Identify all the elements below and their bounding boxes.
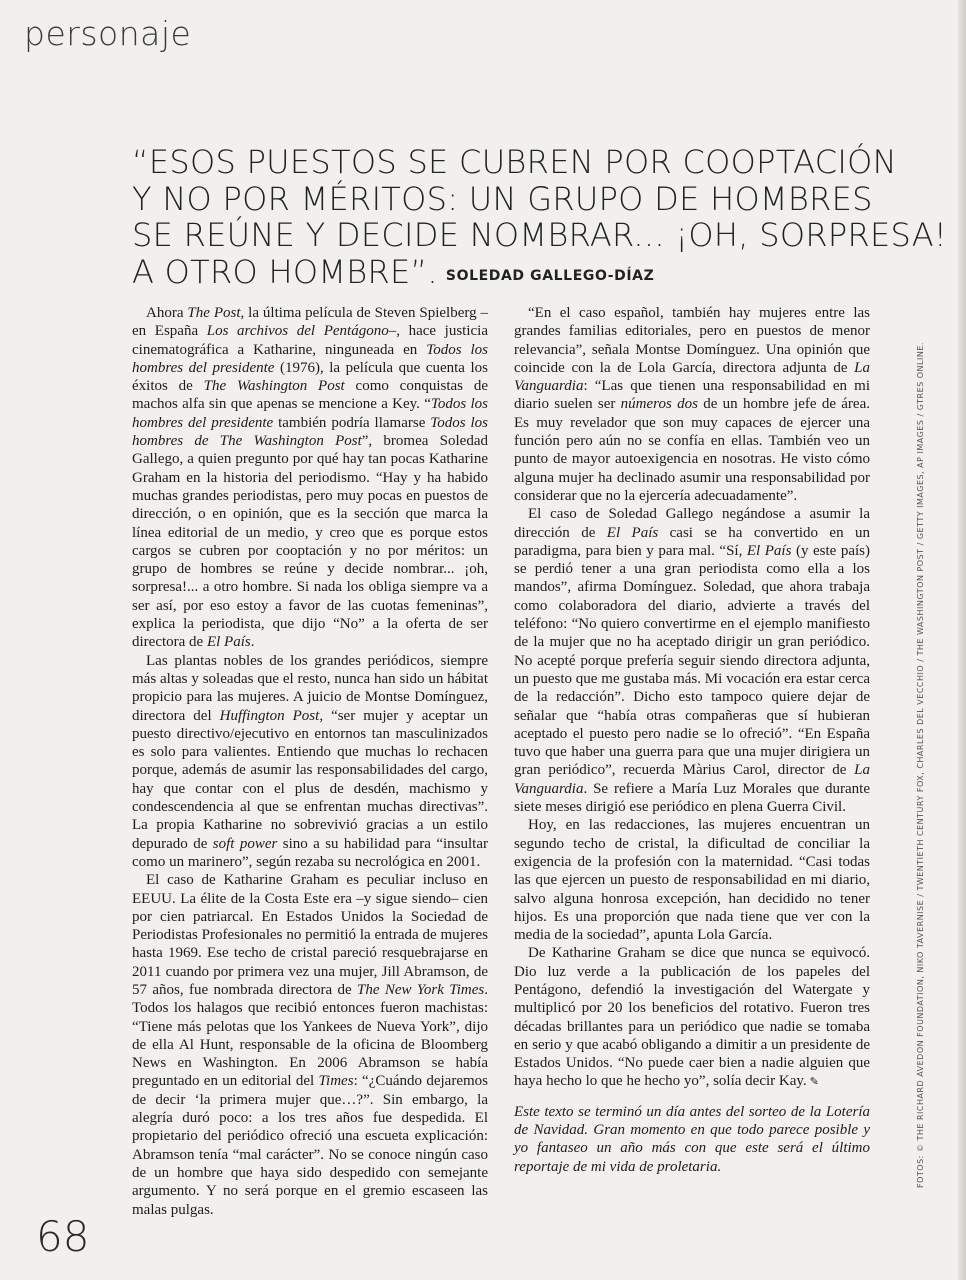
end-mark-icon: ✎: [809, 1076, 819, 1089]
body-text: , “ser mujer y aceptar un puesto directivo/ejecutivo en entornos tan masculinizados es solo para valientes. Entiendo que muchas lo rechacen porque, además de asumir las responsabilidades del cargo, hay que contar con el plus de desdén, machismo y condescendencia al que se enfrentan muchas directivas”. La propia Katharine no sobrevivió gracias a un estilo depurado de: [132, 707, 489, 852]
body-text: : “Las que tienen una responsabilidad en mi diario suelen ser: [514, 378, 870, 413]
italic-text: Huffington Post: [219, 707, 320, 724]
final-paragraph-text: [514, 945, 870, 1089]
body-text: Hoy, en las redacciones, las mujeres encuentran un segundo techo de cristal, la dificultad de conciliar la exigencia de la profesión con la maternidad. “Casi todas las que ejercen un puesto de responsabilidad en mi diario, salvo alguna honrosa excepción, han decidido no tener hijos. Es una proporción que nada tiene que ver con la media de la sociedad”, apunta Lola García.: [514, 817, 870, 944]
italic-text: Todos los hombres del presidente: [132, 396, 489, 431]
body-text: El caso de Katharine Graham es peculiar incluso en EEUU. La élite de la Costa Este era –y sigue siendo– cien por cien patriarcal. En Estados Unidos la Sociedad de Periodistas Profesionales no permitió la entrada de mujeres hasta 1969. Ese techo de cristal pareció resquebrajarse en 2011 cuando por primera vez una mujer, Jill Abramson, de 57 años, fue nombrada directora de: [132, 872, 488, 998]
body-text: como conquistas de machos alfa sin que apenas se mencione a Key. “: [132, 378, 488, 413]
body-text: , la última película de Steven Spielberg –en España: [132, 305, 488, 340]
italic-text: El País: [606, 524, 659, 541]
italic-text: The New York Times: [357, 981, 485, 998]
pull-quote: [132, 143, 948, 294]
italic-text: La Vanguardia: [514, 762, 870, 797]
body-text: De Katharine Graham se dice que nunca se equivocó. Dio luz verde a la publicación de los papeles del Pentágono, defendió la investigación del Watergate y multiplicó por 20 los beneficios del rotativo. Fueron tres décadas brillantes para un periódico que nadie se tomaba en serio y que acabó obligando a dimitir a un presidente de Estados Unidos. “No puede caer bien a nadie alguien que haya hecho lo que he hecho yo”, solía decir Kay.: [514, 945, 870, 1090]
italic-text: números dos: [620, 396, 698, 413]
italic-text: Los archivos del Pentágono: [206, 323, 389, 340]
pull-quote-text: A OTRO HOMBRE”.: [132, 252, 438, 291]
italic-text: soft power: [212, 835, 278, 852]
section-title: personaje: [24, 14, 192, 53]
body-text: : “¿Cuándo dejaremos de decir ‘la primera mujer que…?”. Sin embargo, la alegría duró poco: a los tres años fue despedida. El propietario del periódico ofreció una escueta explicación: Abramson tenía “mal carácter”. No se conoce ningún caso de un hombre que haya sido despedido con semejante argumento. Y no será porque en el gremio escaseen las malas pulgas.: [132, 1073, 488, 1218]
pull-quote-line: “ESOS PUESTOS SE CUBREN POR COOPTACIÓN: [132, 143, 897, 181]
right-column: [514, 304, 870, 1176]
author-note: Este texto se terminó un día antes del sorteo de la Lotería de Navidad. Gran momento en que todo parece posible y yo fantaseo un año más con que este será el último reportaje de mi vida de proletaria.: [514, 1103, 870, 1175]
italic-text: The Post: [187, 305, 241, 321]
quote-attribution: SOLEDAD GALLEGO-DÍAZ: [445, 267, 655, 284]
body-text: también podría llamarse: [273, 414, 431, 431]
body-text: “En el caso español, también hay mujeres entre las grandes familias editoriales, pero en puestos de menor relevancia”, señala Montse Domínguez. Una opinión que coincide con la de Lola García, directora adjunta de: [514, 305, 870, 376]
pull-quote-line: SE REÚNE Y DECIDE NOMBRAR... ¡OH, SORPRESA!: [132, 216, 948, 254]
body-text: (1976), la película que cuenta los éxitos de: [132, 359, 488, 395]
paragraph: [514, 816, 870, 944]
body-text: . Se refiere a María Luz Morales que durante siete meses dirigió ese periódico en plena Guerra Civil.: [514, 780, 870, 816]
italic-text: El País: [746, 542, 792, 559]
italic-text: The Washington Post: [203, 378, 345, 395]
body-text: sino a su habilidad para “insultar como un marinero”, según rezaba su necrológica en 2001.: [132, 835, 488, 870]
body-text: (y este país) se perdió tener a una gran periodista como ella a los mandos”, afirma Domínguez. Soledad, que ahora trabaja como colaboradora del diario, advierte a través del teléfono: “No quiero convertirme en el ejemplo manifiesto de la mujer que no ha aceptado dirigir un gran periódico. No acepté porque prefería seguir siendo directora adjunta, un puesto que me gustaba más. Mi vocación era estar cerca de la redacción”. Dicho esto tampoco quiere dejar de señalar que “había otras compañeras que sí hubieran aceptado el puesto pero nadie se lo ofreció”. “En España tuvo que haber una guerra para que una mujer dirigiera un gran periódico”, recuerda Màrius Carol, director de: [514, 542, 870, 779]
pull-quote-line: Y NO POR MÉRITOS: UN GRUPO DE HOMBRES: [132, 179, 873, 218]
page-edge: [958, 0, 966, 1280]
body-text: Ahora: [146, 305, 188, 321]
italic-text: El País: [206, 634, 251, 651]
body-text: Las plantas nobles de los grandes periódicos, siempre más altas y soleadas que el resto, nunca han sido un hábitat propicio para las mujeres. A juicio de Montse Domínguez, directora del: [132, 652, 488, 724]
paragraph: [132, 652, 488, 872]
paragraph-final: [514, 944, 870, 1091]
italic-text: Todos los hombres de The Washington Post: [132, 414, 488, 450]
body-text: de un hombre jefe de área. Es muy revelador que son muy capaces de ejercer una función pero aún no se confía en ellas. También veo un punto de mayor autoexigencia en nosotras. He visto cómo alguna mujer ha declinado asumir una responsabilidad por considerar que no la ejercería adecuadamente”.: [514, 396, 870, 504]
photo-credits: FOTOS: © THE RICHARD AVEDON FOUNDATION, NIKO TAVERNISE / TWENTIETH CENTURY FOX, CHARLES DEL VECCHIO / THE WASHINGTON POST / GETTY IMAGES, AP IMAGES / GTRES ONLINE.: [916, 342, 925, 1188]
paragraph: [132, 871, 488, 1219]
body-text: ”, bromea Soledad Gallego, a quien pregunto por qué hay tan pocas Katharine Graham en la historia del periodismo. “Hay y ha habido muchas grandes periodistas, pero muy pocas en puestos de dirección, o en opinión, que es la sección que marca la línea editorial de un medio, y creo que es porque estos cargos se cubren por cooptación y no por méritos: un grupo de hombres se reúne y decide nombrar... ¡oh, sorpresa!... a otro hombre. Si nada los obliga siempre va a ser así, por eso estoy a favor de las cuotas femeninas”, explica la periodista, que dijo “No” a la oferta de ser directora de: [132, 433, 488, 651]
pull-quote-line-last: [132, 254, 852, 295]
body-text: El caso de Soledad Gallego negándose a asumir la dirección de: [514, 506, 870, 541]
italic-text: Todos los hombres del presidente: [132, 341, 488, 376]
body-text: casi se ha convertido en un paradigma, para bien y para mal. “Sí,: [514, 524, 870, 559]
left-column: [132, 304, 488, 1219]
italic-text: La Vanguardia: [514, 359, 870, 395]
paragraph: [514, 304, 870, 505]
body-text: .: [250, 634, 255, 651]
body-text: . Todos los halagos que recibió entonces fueron machistas: “Tiene más pelotas que los Yankees de Nueva York”, dijo de ella Al Hunt, responsable de la oficina de Bloomberg News en Washington. En 2006 Abramson se había preguntado en un editorial del: [132, 981, 488, 1090]
italic-text: Times: [318, 1073, 354, 1090]
paragraph: [132, 304, 488, 652]
paragraph: [514, 505, 870, 816]
page-number: 68: [36, 1212, 90, 1261]
body-text: –, hace justicia cinematográfica a Katharine, ninguneada en: [132, 323, 488, 358]
